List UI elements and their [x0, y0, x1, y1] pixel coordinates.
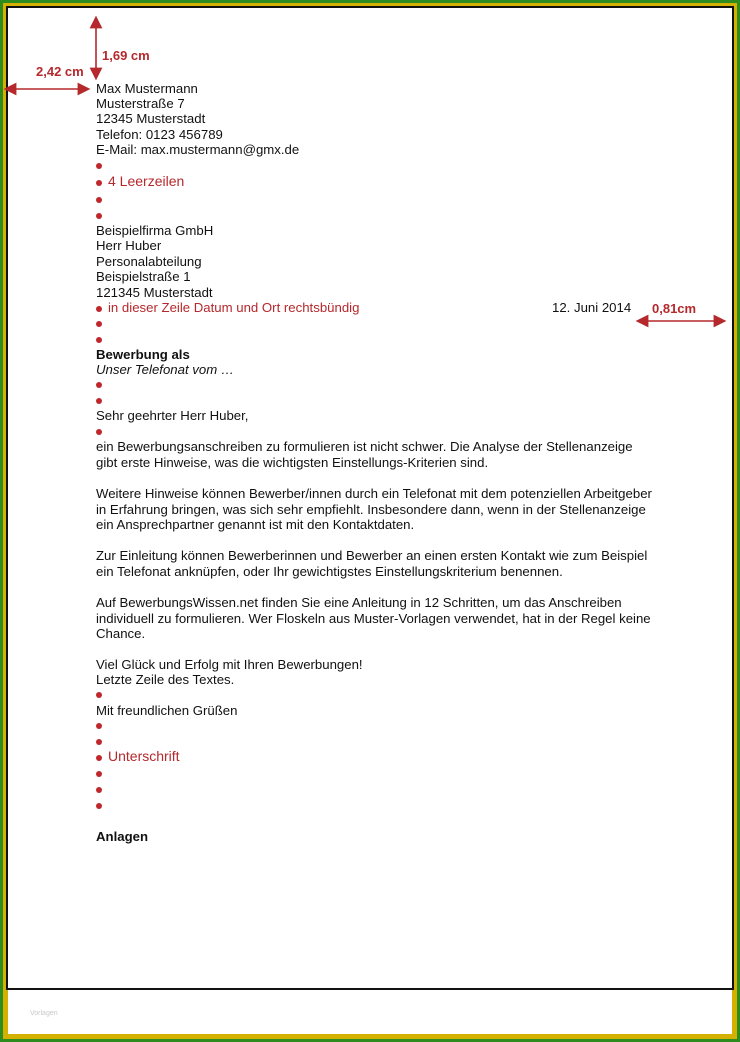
salutation: Sehr geehrter Herr Huber, [96, 408, 249, 423]
blank-line-marker [96, 803, 102, 809]
blank-line-marker [96, 213, 102, 219]
body-paragraph-1: ein Bewerbungsanschreiben zu formulieren ist nicht schwer. Die Analyse der Stellenanzeige gibt erste Hinweise, was die wichtigsten Einstellungs-Kriterien sind. [96, 439, 633, 470]
top-margin-label: 1,69 cm [102, 48, 150, 63]
recipient-department: Personalabteilung [96, 254, 202, 269]
sender-city: 12345 Musterstadt [96, 111, 206, 126]
letter-date: 12. Juni 2014 [552, 300, 632, 315]
recipient-city: 121345 Musterstadt [96, 285, 213, 300]
body-paragraph-3: Zur Einleitung können Bewerberinnen und Bewerber an einen ersten Kontakt wie zum Beispiel ein Telefonat anknüpfen, oder Ihr gewichtigstes Einstellungskriterium benennen. [96, 548, 648, 579]
blank-line-marker [96, 337, 102, 343]
body-paragraph-2: Weitere Hinweise können Bewerber/innen durch ein Telefonat mit dem potenziellen Arbeitgeber in Erfahrung bringen, was sich sehr empfiehlt. Insbesondere dann, wenn in der Stellenanzeige ein Ansprechpartner genannt ist mit den Kontaktdaten. [96, 486, 652, 532]
left-margin-label: 2,42 cm [36, 64, 84, 79]
blank-line-marker [96, 771, 102, 777]
blank-line-marker [96, 398, 102, 404]
blank-line-marker [96, 321, 102, 327]
blank-line-marker [96, 787, 102, 793]
subject-title: Bewerbung als [96, 347, 190, 362]
blank-line-marker [96, 306, 102, 312]
blank-line-marker [96, 197, 102, 203]
blank-line-marker [96, 739, 102, 745]
footer-watermark: Vorlagen [30, 1010, 58, 1017]
hint-blank-lines: 4 Leerzeilen [108, 173, 185, 189]
blank-line-marker [96, 429, 102, 435]
sender-email: E-Mail: max.mustermann@gmx.de [96, 142, 300, 157]
sender-phone: Telefon: 0123 456789 [96, 127, 223, 142]
closing-greeting: Mit freundlichen Grüßen [96, 703, 238, 718]
hint-date-line: in dieser Zeile Datum und Ort rechtsbündig [108, 300, 360, 315]
hint-signature: Unterschrift [108, 748, 180, 764]
body-paragraph-4: Auf BewerbungsWissen.net finden Sie eine Anleitung in 12 Schritten, um das Anschreiben individuell zu formulieren. Wer Floskeln aus Muster-Vorlagen verwendet, hat in der Regel keine Chance. [96, 595, 651, 641]
sender-name: Max Mustermann [96, 81, 198, 96]
attachments-label: Anlagen [96, 829, 149, 844]
subject-reference: Unser Telefonat vom … [96, 362, 235, 377]
sender-street: Musterstraße 7 [96, 96, 185, 111]
footer-band [6, 990, 734, 1036]
blank-line-marker [96, 755, 102, 761]
closing-wish: Viel Glück und Erfolg mit Ihren Bewerbungen! [96, 657, 363, 672]
right-margin-label: 0,81cm [652, 301, 697, 316]
recipient-person: Herr Huber [96, 238, 162, 253]
closing-last-line: Letzte Zeile des Textes. [96, 672, 235, 687]
recipient-street: Beispielstraße 1 [96, 269, 191, 284]
blank-line-marker [96, 692, 102, 698]
blank-line-marker [96, 163, 102, 169]
blank-line-marker [96, 382, 102, 388]
blank-line-marker [96, 723, 102, 729]
recipient-company: Beispielfirma GmbH [96, 223, 214, 238]
blank-line-marker [96, 180, 102, 186]
